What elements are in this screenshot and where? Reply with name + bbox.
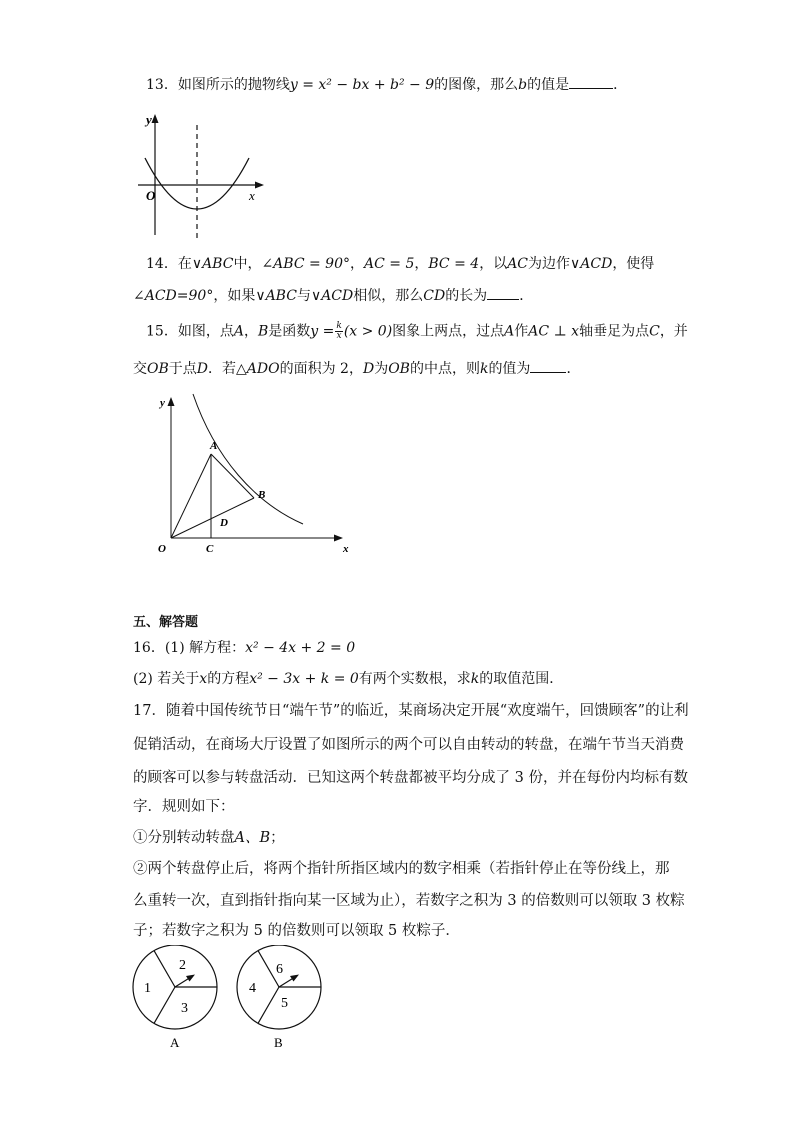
- spinner-b: [237, 945, 321, 1050]
- q17-line-1: 17．随着中国传统节日“端午节”的临近，某商场决定开展“欢度端午，回馈顾客”的让利: [133, 703, 689, 719]
- spinner-b-number-6: 6: [276, 962, 283, 977]
- q17-rule-2b: 么重转一次，直到指针指向某一区域为止），若数字之积为 3 的倍数则可以领取 3 枚粽: [133, 893, 685, 909]
- answer-blank[interactable]: [487, 285, 519, 300]
- answer-blank[interactable]: [530, 358, 566, 373]
- point-c-label: C: [206, 543, 214, 555]
- q17-line-2: 促销活动，在商场大厅设置了如图所示的两个可以自由转动的转盘，在端午节当天消费: [133, 737, 684, 753]
- q13-equation: y = x² − bx + b² − 9: [289, 77, 435, 93]
- origin-label: O: [158, 543, 166, 555]
- q17-rule-2c: 子；若数字之积为 5 的倍数则可以领取 5 枚粽子．: [133, 923, 460, 939]
- question-number: 16．: [133, 640, 165, 656]
- spinner-a: [133, 945, 217, 1050]
- q17-line-4: 字．规则如下：: [133, 799, 235, 815]
- x-axis-label: x: [343, 543, 349, 555]
- q15-line-2: 交OB于点D．若△ADO的面积为 2，D为OB的中点，则k的值为 ．: [133, 358, 580, 378]
- q17-rule-2a: ②两个转盘停止后，将两个指针所指区域内的数字相乘（若指针停止在等份线上，那: [133, 861, 670, 877]
- spinner-a-number-3: 3: [181, 1001, 188, 1016]
- spinner-b-number-5: 5: [281, 996, 288, 1011]
- spinner-a-label: A: [170, 1035, 180, 1050]
- answer-blank[interactable]: [569, 74, 613, 89]
- spinner-b-number-4: 4: [249, 981, 256, 996]
- x-axis-label: x: [249, 188, 255, 203]
- q17-rule-1: ①分别转动转盘A、B；: [133, 830, 285, 846]
- q13-line: 13．如图所示的抛物线y = x² − bx + b² − 9的图像，那么b的值是 ．: [146, 74, 627, 94]
- origin-label: O: [146, 188, 156, 203]
- q16-line-2: (2) 若关于x的方程x² − 3x + k = 0有两个实数根，求k的取值范围．: [133, 671, 564, 687]
- q14-line-1: 14．在∨ABC中，∠ABC = 90°，AC = 5，BC = 4，以AC为边作∨ACD，使得: [146, 256, 655, 272]
- spinner-a-number-2: 2: [179, 958, 186, 973]
- point-b-label: B: [258, 489, 266, 501]
- spinners-figure: [125, 945, 325, 1053]
- spinner-b-label: B: [274, 1035, 283, 1050]
- q15-line-1: 15．如图，点A，B是函数y = $\frac{k}{x}$ (x > 0)图象上两点，过点A作AC ⊥ x轴垂足为点C，并: [146, 321, 688, 341]
- q17-line-3: 的顾客可以参与转盘活动．已知这两个转盘都被平均分成了 3 份，并在每份内均标有数: [133, 770, 688, 786]
- spinner-a-number-1: 1: [144, 981, 151, 996]
- question-number: 15．: [146, 323, 178, 340]
- question-number: 13．: [146, 77, 178, 93]
- q14-line-2: ∠ACD=90°，如果∨ABC与∨ACD相似，那么CD的长为 ．: [133, 285, 533, 305]
- q16-line-1: 16．(1) 解方程：x² − 4x + 2 = 0: [133, 640, 356, 656]
- fraction-k-over-x: $\frac{k}{x}$: [336, 321, 342, 341]
- parabola-figure: [130, 110, 270, 242]
- hyperbola-figure: [140, 388, 365, 560]
- point-d-label: D: [220, 517, 228, 529]
- point-a-label: A: [210, 440, 218, 452]
- y-axis-label: y: [160, 397, 165, 409]
- y-axis-label: y: [146, 112, 152, 127]
- section-heading: 五、解答题: [133, 615, 199, 630]
- question-number: 14．: [146, 256, 178, 272]
